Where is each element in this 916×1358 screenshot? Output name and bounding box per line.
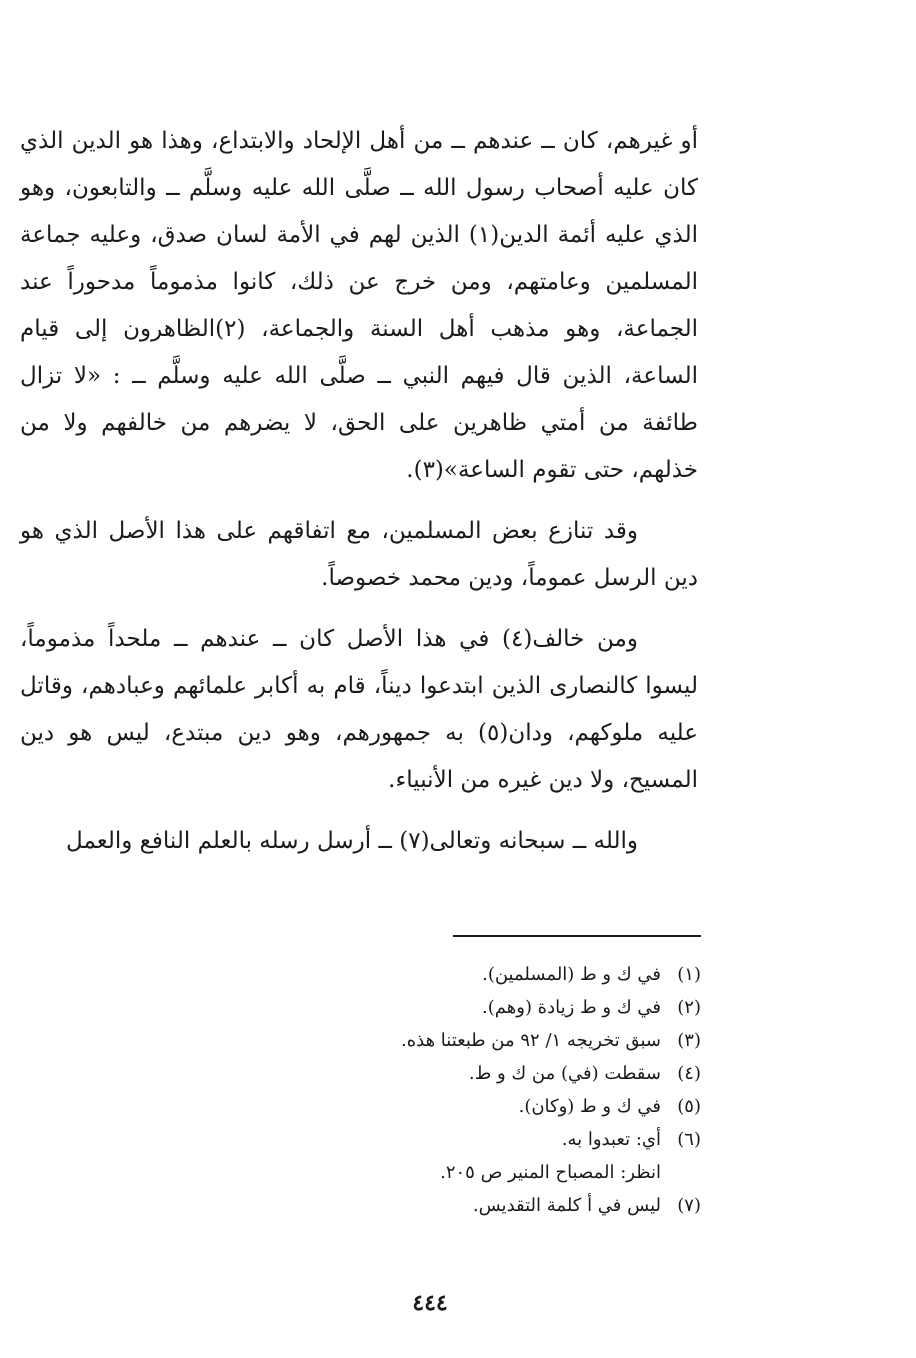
footnote-text: سقطت (في) من ك و ط. — [468, 1063, 661, 1084]
footnote-2 — [181, 991, 701, 1024]
footnote-text: انظر: المصباح المنير ص ٢٠٥. — [440, 1162, 661, 1183]
page-number: ٤٤٤ — [412, 1290, 448, 1316]
footnote-text: في ك و ط (المسلمين). — [482, 964, 661, 985]
footnote-number: (٦) — [677, 1129, 701, 1150]
footnote-text: ليس في أ كلمة التقديس. — [472, 1195, 661, 1216]
footnotes — [181, 958, 701, 1222]
footnote-text: في ك و ط (وكان). — [518, 1096, 661, 1117]
paragraph-1: أو غيرهم، كان ــ عندهم ــ من أهل الإلحاد والابتداع، وهذا هو الدين الذي كان عليه أصحاب رسول الله ــ صلَّى الله عليه وسلَّم ــ والتابعون، وهو الذي عليه أئمة الدين(١) الذين لهم في الأمة لسان صدق، وعليه جماعة المسلمين وعامتهم، ومن خرج عن ذلك، كانوا مذموماً مدحوراً عند الجماعة، وهو مذهب أهل السنة والجماعة، (٢)الظاهرون إلى قيام الساعة، الذين قال فيهم النبي ــ صلَّى الله عليه وسلَّم ــ : «لا تزال طائفة من أمتي ظاهرين على الحق، لا يضرهم من خالفهم ولا من خذلهم، حتى تقوم الساعة»(٣). — [20, 128, 698, 483]
footnote-divider — [453, 935, 701, 937]
footnote-number: (٣) — [677, 1030, 701, 1051]
footnote-7 — [181, 1189, 701, 1222]
footnote-number: (٧) — [677, 1195, 701, 1216]
footnote-3 — [181, 1024, 701, 1057]
footnote-6-continuation — [181, 1156, 701, 1189]
footnote-number: (٤) — [677, 1063, 701, 1084]
footnote-6 — [181, 1123, 701, 1156]
paragraph-3: ومن خالف(٤) في هذا الأصل كان ــ عندهم ــ ملحداً مذموماً، ليسوا كالنصارى الذين ابتدعوا ديناً، قام به أكابر علمائهم وعبادهم، وقاتل عليه ملوكهم، ودان(٥) به جمهورهم، وهو دين مبتدع، ليس هو دين المسيح، ولا دين غيره من الأنبياء. — [20, 626, 698, 793]
footnote-text: في ك و ط زيادة (وهم). — [482, 997, 661, 1018]
paragraph-4: والله ــ سبحانه وتعالى(٧) ــ أرسل رسله بالعلم النافع والعمل — [66, 828, 638, 854]
footnote-4 — [181, 1057, 701, 1090]
paragraph-2: وقد تنازع بعض المسلمين، مع اتفاقهم على هذا الأصل الذي هو دين الرسل عموماً، ودين محمد خصوصاً. — [20, 518, 698, 591]
footnote-1 — [181, 958, 701, 991]
footnote-number: (١) — [677, 964, 701, 985]
main-text — [20, 118, 698, 879]
footnote-number: (٥) — [677, 1096, 701, 1117]
footnote-5 — [181, 1090, 701, 1123]
footnote-number: (٢) — [677, 997, 701, 1018]
footnote-text: سبق تخريجه ١/ ٩٢ من طبعتنا هذه. — [400, 1030, 661, 1051]
footnote-text: أي: تعبدوا به. — [561, 1129, 661, 1150]
footnote-number — [661, 1156, 701, 1189]
